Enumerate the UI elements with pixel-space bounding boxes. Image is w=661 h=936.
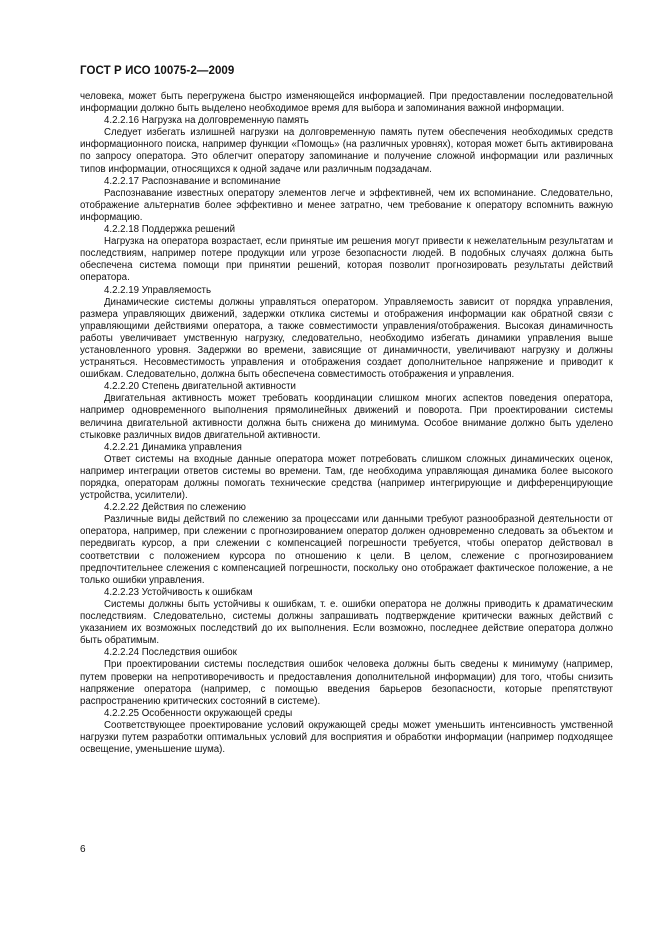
section-heading: 4.2.2.21 Динамика управления xyxy=(104,441,242,453)
document-body xyxy=(80,91,613,756)
document-header: ГОСТ Р ИСО 10075-2—2009 xyxy=(80,65,235,77)
paragraph: Двигательная активность может требовать координации слишком многих аспектов поведения оператора, например одновременного выполнения прямолинейных движений и поворота. При проектировании системы величина двигательной активности должна быть снижена до минимума. Особое внимание должно быть уделено стыковке различных видов двигательной активности. xyxy=(80,393,613,441)
paragraph: Системы должны быть устойчивы к ошибкам, т. е. ошибки оператора не должны приводить к драматическим последствиям. Следовательно, системы должны запрашивать подтверждение критически важных действий с указанием их возможных последствий до их выполнения. Если возможно, последнее действие оператора должно быть обратимым. xyxy=(80,598,613,647)
paragraph: Соответствующее проектирование условий окружающей среды может уменьшить интенсивность умственной нагрузки путем разработки оптимальных условий для восприятия и обработки информации (например подходящее освещение, уменьшение шума). xyxy=(80,719,613,756)
section-heading: 4.2.2.25 Особенности окружающей среды xyxy=(104,707,293,719)
section-heading: 4.2.2.16 Нагрузка на долговременную память xyxy=(104,115,309,127)
paragraph: При проектировании системы последствия ошибок человека должны быть сведены к минимуму (например, путем проверки на непротиворечивость и предоставления дополнительной информации) для того, чтобы снизить напряжение оператора (например, с помощью введения барьеров безопасности, которые препятствуют распространению критических состояний в системе). xyxy=(80,659,613,707)
paragraph: Распознавание известных оператору элементов легче и эффективней, чем их вспоминание. Следовательно, отображение альтернатив более эффективно и менее затратно, чем требование к оператору вспомнить важную информацию. xyxy=(80,187,613,223)
section-heading: 4.2.2.17 Распознавание и вспоминание xyxy=(104,175,281,187)
paragraph: Нагрузка на оператора возрастает, если принятые им решения могут привести к нежелательным результатам и последствиям, например потере продукции или угрозе безопасности людей. В подобных случаях должна быть обеспечена система помощи при принятии решений, которая позволит прогнозировать результаты действий оператора. xyxy=(80,236,613,284)
paragraph: Следует избегать излишней нагрузки на долговременную память путем обеспечения необходимых средств информационного поиска, например функции «Помощь» (на различных уровнях), которая может быть активирована по запросу оператора. Это облегчит оператору запоминание и получение сложной информации или различных типов информации, относящихся к одной задаче или различным подзадачам. xyxy=(80,127,613,175)
section-heading: 4.2.2.18 Поддержка решений xyxy=(104,224,236,236)
section-heading: 4.2.2.24 Последствия ошибок xyxy=(104,647,237,659)
paragraph: Динамические системы должны управляться оператором. Управляемость зависит от порядка управления, размера управляющих движений, задержки отклика системы и отображения информации как обратной связи с управляющими действиями оператора, а также совместимости управления/отображения. Высокая динамичность работы увеличивает умственную нагрузку, следовательно, необходимо избегать динамики управления выше установленного уровня. Задержки во времени, зависящие от динамичности, увеличивают нагрузку и должны устраняться. Несовместимость управления и отображения создает дополнительное напряжение и приводит к ошибкам. Следовательно, должна быть обеспечена совместимость отображения и управления. xyxy=(80,296,613,381)
section-heading: 4.2.2.22 Действия по слежению xyxy=(104,502,246,514)
paragraph: Различные виды действий по слежению за процессами или данными требуют разнообразной деятельности от оператора, например, при слежении с прогнозированием оператор должен одновременно следовать за объектом и передвигать курсор, а при слежении с компенсацией погрешности требуется, чтобы оператор действовал в соответствии с положением курсора по отношению к цели. В целом, слежение с прогнозированием предпочтительнее слежения с компенсацией погрешности, поскольку оно отображает фактическое положение, а не только ошибки управления. xyxy=(80,514,613,586)
section-heading: 4.2.2.19 Управляемость xyxy=(104,284,212,296)
section-heading: 4.2.2.23 Устойчивость к ошибкам xyxy=(104,586,253,598)
paragraph: человека, может быть перегружена быстро изменяющейся информацией. При предоставлении последовательной информации должно быть выделено необходимое время для выбора и запоминания важной информации. xyxy=(80,91,613,115)
paragraph: Ответ системы на входные данные оператора может потребовать слишком сложных динамических оценок, например интеграции ответов системы во времени. Там, где необходима управляющая динамика более высокого порядка, операторам должны помогать технические средства (например интегрирующие и дифференцирующие устройства, усилители). xyxy=(80,453,613,502)
page-number: 6 xyxy=(80,844,86,855)
section-heading: 4.2.2.20 Степень двигательной активности xyxy=(104,381,296,393)
